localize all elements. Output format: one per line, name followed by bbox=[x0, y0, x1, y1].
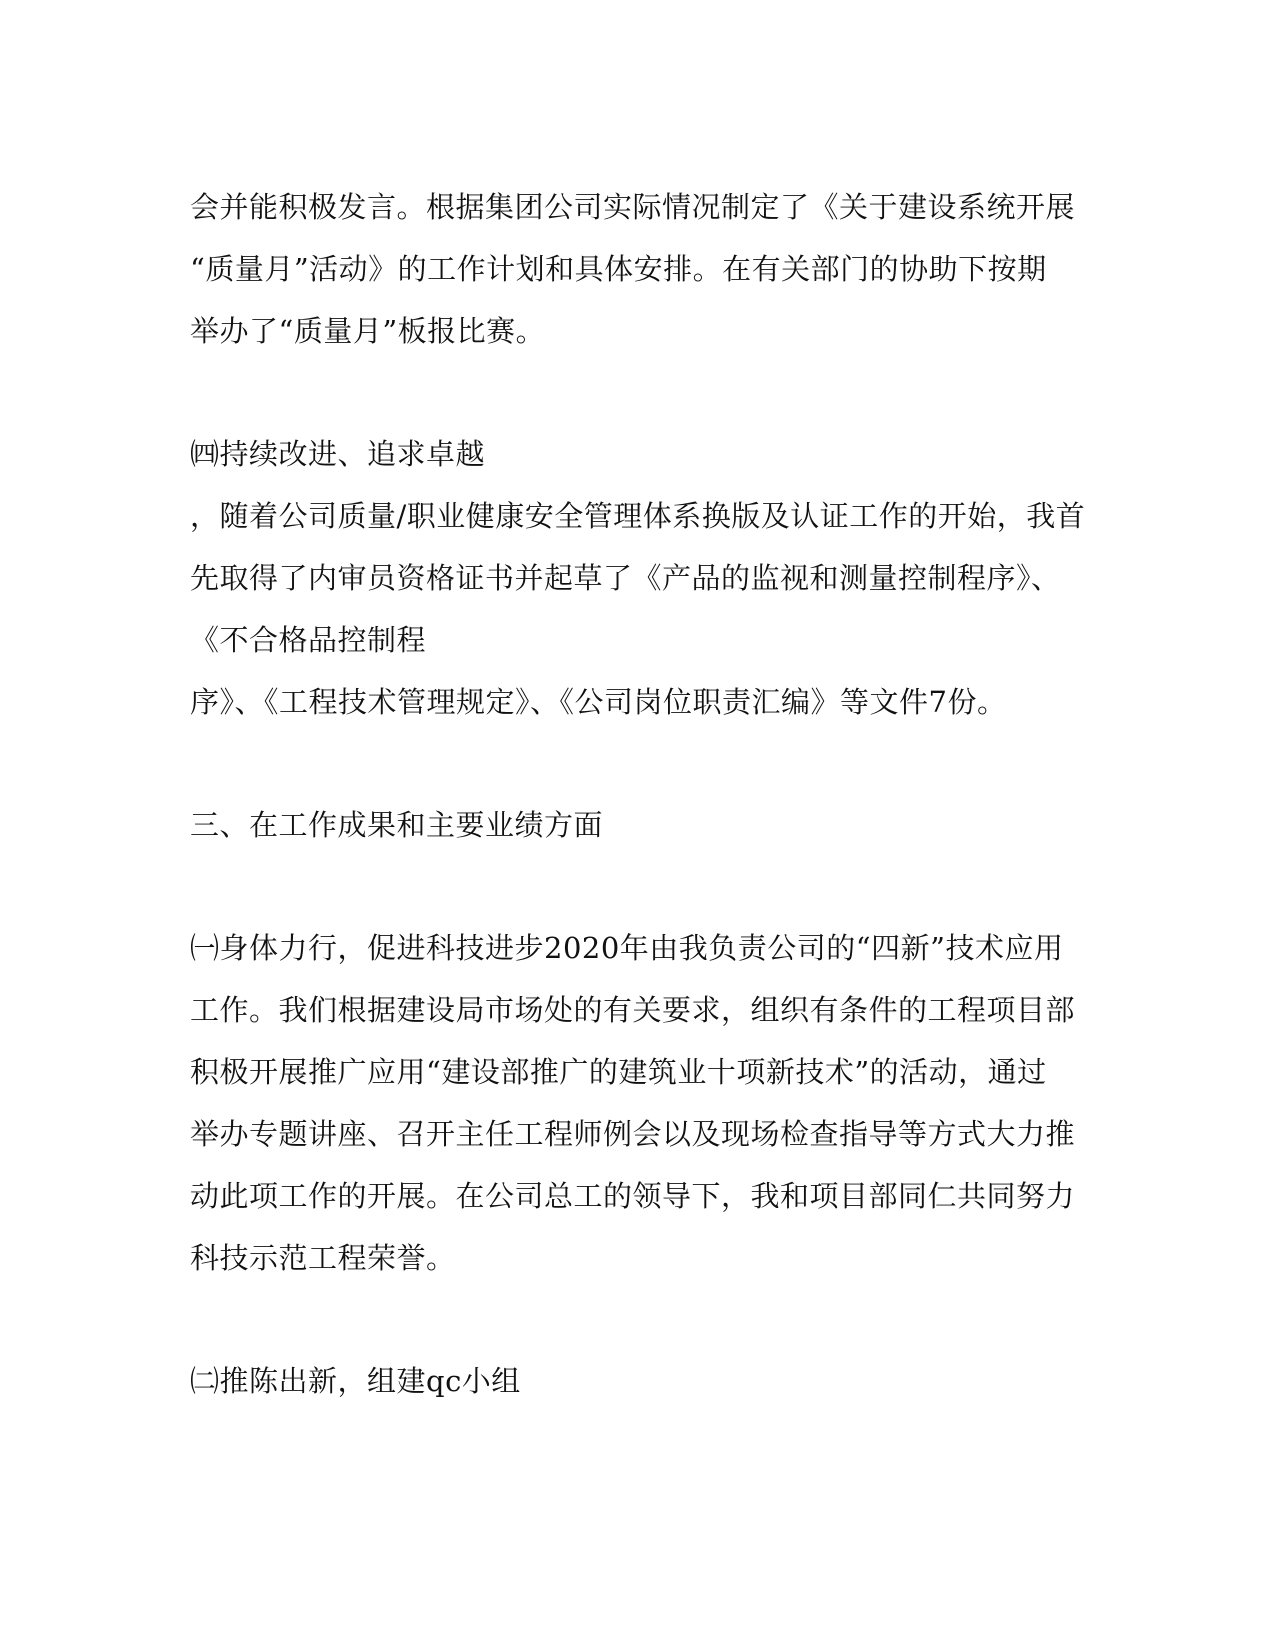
paragraph-line: 工作。我们根据建设局市场处的有关要求，组织有条件的工程项目部 bbox=[190, 993, 1076, 1027]
paragraph-line: 动此项工作的开展。在公司总工的领导下，我和项目部同仁共同努力 bbox=[190, 1179, 1076, 1213]
paragraph-line: 序》、《工程技术管理规定》、《公司岗位职责汇编》等文件7份。 bbox=[190, 685, 1007, 719]
paragraph-line: 先取得了内审员资格证书并起草了《产品的监视和测量控制程序》、 bbox=[190, 561, 1061, 595]
paragraph-line: 《不合格品控制程 bbox=[190, 623, 427, 657]
section-heading: ㈡推陈出新，组建qc小组 bbox=[190, 1364, 521, 1398]
paragraph-line: “质量月”活动》的工作计划和具体安排。在有关部门的协助下按期 bbox=[190, 252, 1047, 286]
paragraph-line: 会并能积极发言。根据集团公司实际情况制定了《关于建设系统开展 bbox=[190, 190, 1076, 224]
paragraph-line: 积极开展推广应用“建设部推广的建筑业十项新技术”的活动，通过 bbox=[190, 1055, 1047, 1089]
section-heading: ㈣持续改进、追求卓越 bbox=[190, 437, 486, 471]
paragraph-line: ，随着公司质量/职业健康安全管理体系换版及认证工作的开始，我首 bbox=[190, 499, 1086, 533]
paragraph-line: ㈠身体力行，促进科技进步2020年由我负责公司的“四新”技术应用 bbox=[190, 931, 1064, 965]
paragraph-line: 举办专题讲座、召开主任工程师例会以及现场检查指导等方式大力推 bbox=[190, 1117, 1076, 1151]
paragraph-line: 举办了“质量月”板报比赛。 bbox=[190, 314, 546, 348]
section-heading: 三、在工作成果和主要业绩方面 bbox=[190, 808, 604, 842]
paragraph-line: 科技示范工程荣誉。 bbox=[190, 1241, 456, 1275]
